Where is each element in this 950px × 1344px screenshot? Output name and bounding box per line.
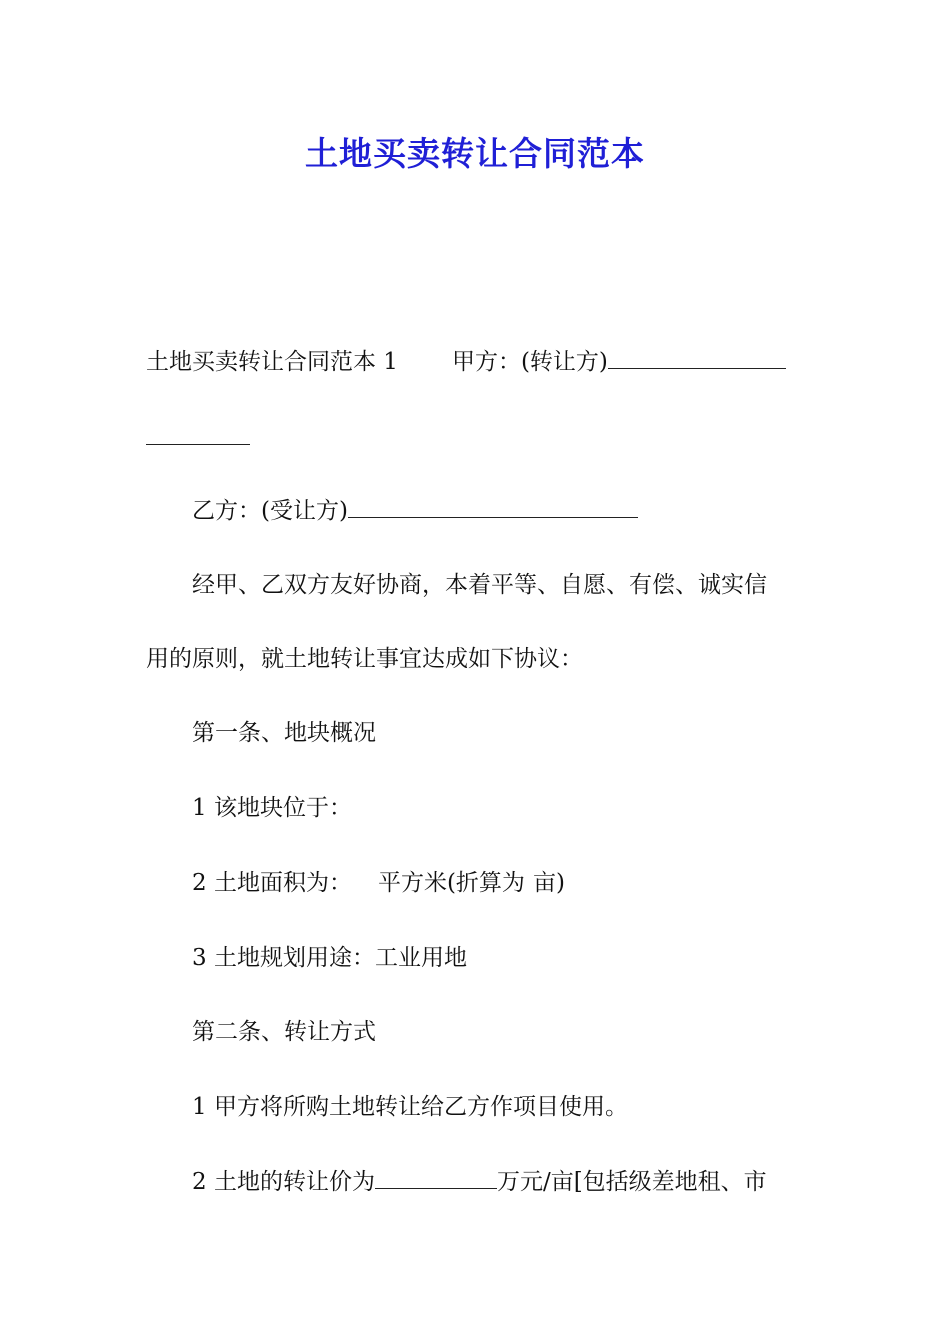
article-1-item-3: 3 土地规划用途：工业用地 bbox=[192, 945, 467, 971]
party-a-label: 甲方：(转让方) bbox=[451, 349, 608, 375]
contract-heading: 土地买卖转让合同范本 1 bbox=[146, 349, 398, 375]
contract-heading-line bbox=[146, 346, 786, 377]
land-area-unit: 平方米(折算为 bbox=[377, 870, 525, 896]
party-a-blank-continued bbox=[146, 422, 250, 445]
intro-paragraph-line-2: 用的原则，就土地转让事宜达成如下协议： bbox=[146, 646, 583, 672]
party-a-blank-continued-line bbox=[146, 422, 250, 453]
article-2-heading: 第二条、转让方式 bbox=[192, 1019, 376, 1045]
land-area-mu: 亩) bbox=[532, 870, 565, 896]
article-2-item-2 bbox=[192, 1166, 767, 1197]
article-1-item-1: 1 该地块位于： bbox=[192, 795, 352, 821]
transfer-price-blank bbox=[375, 1166, 497, 1189]
party-b-blank bbox=[348, 495, 638, 518]
transfer-price-label: 2 土地的转让价为 bbox=[192, 1169, 375, 1195]
document-title: 土地买卖转让合同范本 bbox=[305, 134, 645, 173]
intro-paragraph-line-1: 经甲、乙双方友好协商，本着平等、自愿、有偿、诚实信 bbox=[192, 572, 767, 598]
article-1-heading: 第一条、地块概况 bbox=[192, 720, 376, 746]
party-b-line bbox=[192, 495, 638, 526]
party-a-blank bbox=[608, 346, 786, 369]
transfer-price-unit: 万元/亩[包括级差地租、市 bbox=[496, 1169, 767, 1195]
party-b-label: 乙方：(受让方) bbox=[192, 498, 348, 524]
land-area-label: 2 土地面积为： bbox=[192, 870, 352, 896]
article-2-item-1: 1 甲方将所购土地转让给乙方作项目使用。 bbox=[192, 1094, 628, 1120]
article-1-item-2 bbox=[192, 868, 565, 898]
